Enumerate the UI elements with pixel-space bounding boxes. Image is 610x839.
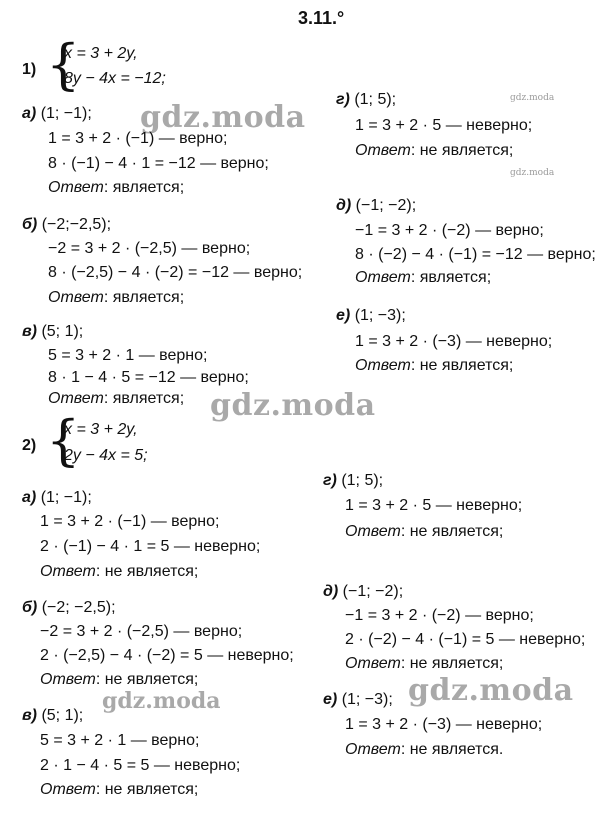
point: (1; −3); bbox=[341, 691, 393, 708]
answer-text: : не является; bbox=[95, 671, 199, 688]
part1-number: 1) bbox=[22, 61, 37, 78]
part2-v-point bbox=[22, 706, 83, 726]
part2-d-check1: −1 = 3 + 2 · (−2) — верно; bbox=[345, 607, 534, 624]
item-label: г) bbox=[336, 91, 350, 108]
point: (−1; −2); bbox=[342, 583, 404, 600]
system-brace: { bbox=[46, 33, 81, 96]
point: (1; −3); bbox=[354, 307, 406, 324]
point: (1; −1); bbox=[40, 489, 92, 506]
answer-text: : не является; bbox=[410, 357, 514, 374]
watermark: gdz.moda bbox=[408, 673, 574, 708]
point: (1; 5); bbox=[354, 91, 397, 108]
part2-v-check1: 5 = 3 + 2 · 1 — верно; bbox=[40, 732, 200, 749]
part2-v-answer bbox=[40, 780, 198, 800]
part2-d-point bbox=[323, 582, 403, 602]
watermark: gdz.moda bbox=[210, 388, 376, 423]
part2-b-check1: −2 = 3 + 2 · (−2,5) — верно; bbox=[40, 623, 243, 640]
answer-prefix: Ответ bbox=[48, 289, 104, 306]
part1-b-point bbox=[22, 215, 111, 235]
answer-text: : не является; bbox=[400, 523, 504, 540]
item-label: в) bbox=[22, 323, 37, 340]
part2-g-answer bbox=[345, 522, 503, 542]
item-label: в) bbox=[22, 707, 37, 724]
answer-text: : не является; bbox=[400, 655, 504, 672]
part2-v-check2: 2 · 1 − 4 · 5 = 5 — неверно; bbox=[40, 757, 241, 774]
watermark: gdz.moda bbox=[102, 688, 221, 714]
item-label: б) bbox=[22, 599, 38, 616]
part1-system-eq1: x = 3 + 2y, bbox=[64, 45, 138, 62]
part2-b-check2: 2 · (−2,5) − 4 · (−2) = 5 — неверно; bbox=[40, 647, 294, 664]
item-label: а) bbox=[22, 105, 37, 122]
answer-prefix: Ответ bbox=[355, 269, 411, 286]
part1-a-check1: 1 = 3 + 2 · (−1) — верно; bbox=[48, 130, 228, 147]
point: (5; 1); bbox=[41, 707, 84, 724]
part2-b-point bbox=[22, 598, 116, 618]
part1-e-point bbox=[336, 306, 406, 326]
part2-g-point bbox=[323, 471, 383, 491]
part1-g-check1: 1 = 3 + 2 · 5 — неверно; bbox=[355, 117, 533, 134]
answer-text: : является; bbox=[103, 179, 185, 196]
answer-prefix: Ответ bbox=[40, 781, 96, 798]
watermark: gdz.moda bbox=[510, 168, 555, 178]
point: (−2;−2,5); bbox=[41, 216, 112, 233]
point: (5; 1); bbox=[41, 323, 84, 340]
item-label: д) bbox=[323, 583, 339, 600]
answer-text: : не является; bbox=[95, 563, 199, 580]
part1-d-point bbox=[336, 196, 416, 216]
item-label: д) bbox=[336, 197, 352, 214]
part2-e-answer bbox=[345, 740, 503, 760]
point: (1; 5); bbox=[341, 472, 384, 489]
answer-prefix: Ответ bbox=[355, 357, 411, 374]
answer-prefix: Ответ bbox=[345, 655, 401, 672]
watermark: gdz.moda bbox=[140, 100, 306, 135]
answer-prefix: Ответ bbox=[355, 142, 411, 159]
answer-prefix: Ответ bbox=[345, 523, 401, 540]
watermark: gdz.moda bbox=[510, 93, 555, 103]
point: (−1; −2); bbox=[355, 197, 417, 214]
part1-v-answer bbox=[48, 389, 184, 409]
part1-v-check2: 8 · 1 − 4 · 5 = −12 — верно; bbox=[48, 369, 249, 386]
answer-text: : не является; bbox=[95, 781, 199, 798]
part1-d-answer bbox=[355, 268, 491, 288]
part2-a-check1: 1 = 3 + 2 · (−1) — верно; bbox=[40, 513, 220, 530]
answer-prefix: Ответ bbox=[40, 671, 96, 688]
answer-prefix: Ответ bbox=[40, 563, 96, 580]
answer-prefix: Ответ bbox=[48, 390, 104, 407]
point: (−2; −2,5); bbox=[41, 599, 116, 616]
part1-e-check1: 1 = 3 + 2 · (−3) — неверно; bbox=[355, 333, 553, 350]
part1-system-eq2: 8y − 4x = −12; bbox=[64, 70, 166, 87]
part2-number: 2) bbox=[22, 437, 37, 454]
part2-g-check1: 1 = 3 + 2 · 5 — неверно; bbox=[345, 497, 523, 514]
part2-a-answer bbox=[40, 562, 198, 582]
answer-text: : является; bbox=[103, 289, 185, 306]
part1-v-check1: 5 = 3 + 2 · 1 — верно; bbox=[48, 347, 208, 364]
answer-text: : является; bbox=[103, 390, 185, 407]
part1-a-answer bbox=[48, 178, 184, 198]
part1-b-check2: 8 · (−2,5) − 4 · (−2) = −12 — верно; bbox=[48, 264, 303, 281]
answer-text: : не является; bbox=[410, 142, 514, 159]
part1-d-check1: −1 = 3 + 2 · (−2) — верно; bbox=[355, 222, 544, 239]
answer-text: : не является. bbox=[400, 741, 504, 758]
item-label: е) bbox=[336, 307, 351, 324]
part1-a-point bbox=[22, 104, 92, 124]
part1-b-check1: −2 = 3 + 2 · (−2,5) — верно; bbox=[48, 240, 251, 257]
item-label: а) bbox=[22, 489, 37, 506]
part2-d-check2: 2 · (−2) − 4 · (−1) = 5 — неверно; bbox=[345, 631, 586, 648]
answer-text: : является; bbox=[410, 269, 492, 286]
part2-a-check2: 2 · (−1) − 4 · 1 = 5 — неверно; bbox=[40, 538, 261, 555]
part2-e-point bbox=[323, 690, 393, 710]
part2-system-eq2: 2y − 4x = 5; bbox=[64, 447, 148, 464]
system-brace: { bbox=[46, 409, 81, 472]
part1-g-point bbox=[336, 90, 396, 110]
part2-e-check1: 1 = 3 + 2 · (−3) — неверно; bbox=[345, 716, 543, 733]
part2-b-answer bbox=[40, 670, 198, 690]
item-label: е) bbox=[323, 691, 338, 708]
part1-g-answer bbox=[355, 141, 513, 161]
item-label: б) bbox=[22, 216, 38, 233]
answer-prefix: Ответ bbox=[48, 179, 104, 196]
part2-d-answer bbox=[345, 654, 503, 674]
part1-d-check2: 8 · (−2) − 4 · (−1) = −12 — верно; bbox=[355, 246, 596, 263]
part1-v-point bbox=[22, 322, 83, 342]
point: (1; −1); bbox=[40, 105, 92, 122]
part2-system-eq1: x = 3 + 2y, bbox=[64, 421, 138, 438]
part1-b-answer bbox=[48, 288, 184, 308]
answer-prefix: Ответ bbox=[345, 741, 401, 758]
item-label: г) bbox=[323, 472, 337, 489]
part2-a-point bbox=[22, 488, 92, 508]
part1-e-answer bbox=[355, 356, 513, 376]
part1-a-check2: 8 · (−1) − 4 · 1 = −12 — верно; bbox=[48, 155, 269, 172]
exercise-title: 3.11.° bbox=[298, 8, 345, 28]
